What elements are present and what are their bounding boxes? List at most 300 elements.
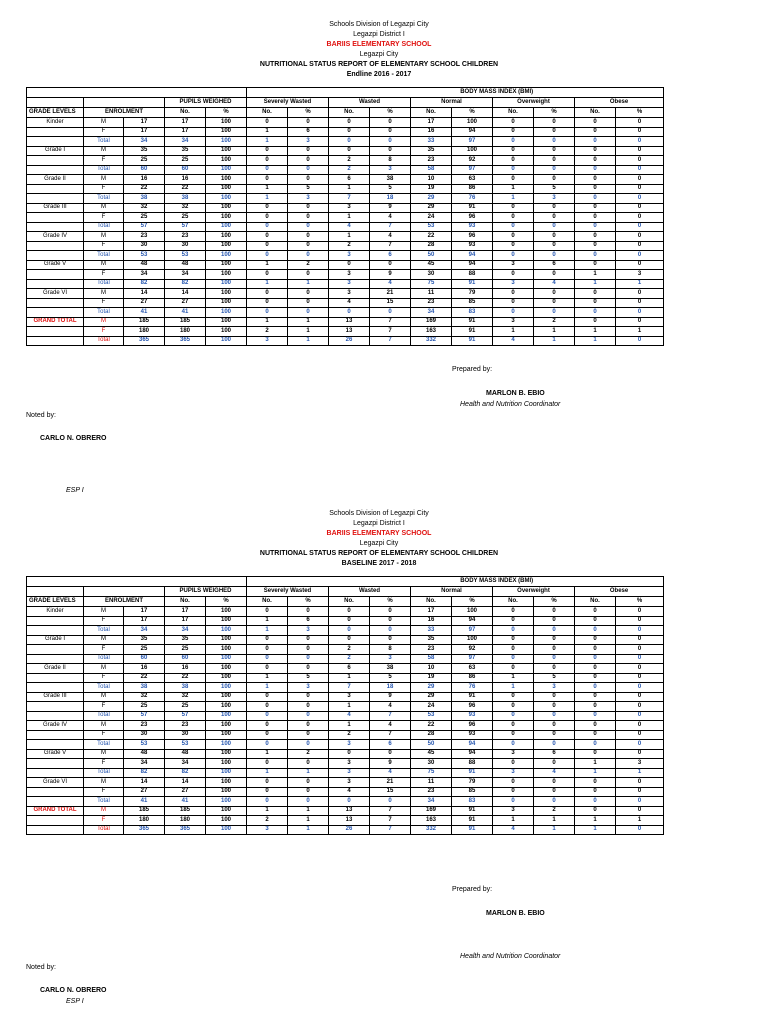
value-cell: 0 <box>575 797 616 807</box>
value-cell: 0 <box>534 270 575 280</box>
value-cell: 1 <box>247 194 288 204</box>
table-row <box>27 607 664 617</box>
value-cell: 0 <box>575 203 616 213</box>
preparer-role: Health and Nutrition Coordinator <box>460 401 561 408</box>
value-cell: 63 <box>452 175 493 185</box>
value-cell: 3 <box>370 654 411 664</box>
sex-cell: F <box>84 298 124 308</box>
value-cell: 0 <box>288 146 329 156</box>
value-cell: 0 <box>247 213 288 223</box>
value-cell: 100 <box>206 213 247 223</box>
value-cell: 180 <box>124 816 165 826</box>
preparer-name: MARLON B. EBIO <box>486 910 545 917</box>
value-cell: 97 <box>452 165 493 175</box>
value-cell: 27 <box>124 787 165 797</box>
value-cell: 0 <box>493 626 534 636</box>
sex-cell: F <box>84 616 124 626</box>
value-cell: 94 <box>452 749 493 759</box>
value-cell: 0 <box>575 232 616 242</box>
blank-cell <box>27 241 84 251</box>
noter-name: CARLO N. OBRERO <box>40 435 107 442</box>
sex-cell: M <box>84 289 124 299</box>
blank-cell <box>27 156 84 166</box>
blank-cell <box>27 88 247 98</box>
sex-cell: Total <box>84 279 124 289</box>
value-cell: 0 <box>616 289 664 299</box>
value-cell: 3 <box>329 759 370 769</box>
value-cell: 3 <box>329 778 370 788</box>
value-cell: 53 <box>124 740 165 750</box>
grade-level-cell: Grade VI <box>27 778 84 788</box>
sex-cell: M <box>84 317 124 327</box>
value-cell: 30 <box>124 730 165 740</box>
value-cell: 0 <box>575 740 616 750</box>
value-cell: 93 <box>452 241 493 251</box>
value-cell: 53 <box>165 251 206 261</box>
table-row <box>27 749 664 759</box>
sex-cell: Total <box>84 165 124 175</box>
value-cell: 0 <box>575 251 616 261</box>
value-cell: 0 <box>370 146 411 156</box>
value-cell: 3 <box>288 626 329 636</box>
grade-level-cell: Grade II <box>27 664 84 674</box>
table-row <box>27 816 664 826</box>
value-cell: 100 <box>206 711 247 721</box>
value-cell: 0 <box>247 165 288 175</box>
blank-cell <box>27 194 84 204</box>
sex-cell: F <box>84 327 124 337</box>
table-row <box>27 317 664 327</box>
sex-cell: F <box>84 645 124 655</box>
value-cell: 0 <box>247 711 288 721</box>
value-cell: 76 <box>452 194 493 204</box>
value-cell: 0 <box>288 241 329 251</box>
value-cell: 60 <box>124 165 165 175</box>
pct-header: % <box>206 597 247 607</box>
value-cell: 163 <box>411 816 452 826</box>
value-cell: 0 <box>493 222 534 232</box>
value-cell: 4 <box>370 768 411 778</box>
value-cell: 0 <box>329 260 370 270</box>
value-cell: 2 <box>288 260 329 270</box>
value-cell: 0 <box>616 137 664 147</box>
value-cell: 6 <box>288 616 329 626</box>
division-name: Schools Division of Legazpi City <box>329 510 429 517</box>
value-cell: 16 <box>165 664 206 674</box>
value-cell: 0 <box>493 787 534 797</box>
overweight-header: Overweight <box>493 98 575 108</box>
value-cell: 4 <box>370 213 411 223</box>
value-cell: 0 <box>575 222 616 232</box>
value-cell: 100 <box>206 279 247 289</box>
value-cell: 1 <box>288 768 329 778</box>
value-cell: 91 <box>452 317 493 327</box>
value-cell: 100 <box>206 749 247 759</box>
blank-cell <box>27 740 84 750</box>
blank-cell <box>27 616 84 626</box>
value-cell: 94 <box>452 740 493 750</box>
value-cell: 100 <box>206 787 247 797</box>
value-cell: 1 <box>493 327 534 337</box>
value-cell: 0 <box>288 607 329 617</box>
blank-cell <box>27 683 84 693</box>
value-cell: 0 <box>329 146 370 156</box>
grade-level-cell: Grade V <box>27 260 84 270</box>
blank-cell <box>27 184 84 194</box>
value-cell: 100 <box>206 260 247 270</box>
value-cell: 1 <box>247 279 288 289</box>
value-cell: 0 <box>534 175 575 185</box>
value-cell: 0 <box>247 232 288 242</box>
value-cell: 6 <box>288 127 329 137</box>
table-row <box>27 289 664 299</box>
value-cell: 97 <box>452 137 493 147</box>
value-cell: 0 <box>616 336 664 346</box>
value-cell: 0 <box>288 645 329 655</box>
value-cell: 6 <box>534 260 575 270</box>
value-cell: 0 <box>493 616 534 626</box>
value-cell: 7 <box>370 222 411 232</box>
normal-header: Normal <box>411 98 493 108</box>
pct-header: % <box>534 597 575 607</box>
value-cell: 1 <box>616 279 664 289</box>
value-cell: 185 <box>124 806 165 816</box>
value-cell: 1 <box>247 184 288 194</box>
value-cell: 79 <box>452 289 493 299</box>
value-cell: 0 <box>534 692 575 702</box>
value-cell: 22 <box>411 721 452 731</box>
value-cell: 0 <box>534 759 575 769</box>
value-cell: 100 <box>206 759 247 769</box>
value-cell: 0 <box>616 778 664 788</box>
value-cell: 0 <box>534 213 575 223</box>
school-name: BARIIS ELEMENTARY SCHOOL <box>326 530 432 537</box>
value-cell: 22 <box>124 184 165 194</box>
value-cell: 34 <box>124 270 165 280</box>
table-row <box>27 721 664 731</box>
value-cell: 45 <box>411 749 452 759</box>
blank-cell <box>27 759 84 769</box>
value-cell: 34 <box>411 797 452 807</box>
value-cell: 0 <box>616 165 664 175</box>
value-cell: 1 <box>247 626 288 636</box>
value-cell: 88 <box>452 270 493 280</box>
value-cell: 0 <box>534 711 575 721</box>
value-cell: 23 <box>411 645 452 655</box>
value-cell: 93 <box>452 711 493 721</box>
value-cell: 100 <box>206 645 247 655</box>
value-cell: 0 <box>329 749 370 759</box>
value-cell: 0 <box>534 146 575 156</box>
value-cell: 4 <box>493 825 534 835</box>
value-cell: 100 <box>206 184 247 194</box>
table-row <box>27 778 664 788</box>
sex-cell: Total <box>84 194 124 204</box>
value-cell: 0 <box>329 797 370 807</box>
table-row <box>27 626 664 636</box>
value-cell: 13 <box>329 317 370 327</box>
grade-level-cell: GRAND TOTAL <box>27 806 84 816</box>
grade-level-cell: Grade VI <box>27 289 84 299</box>
value-cell: 1 <box>288 279 329 289</box>
value-cell: 1 <box>247 137 288 147</box>
value-cell: 17 <box>411 607 452 617</box>
value-cell: 35 <box>411 146 452 156</box>
value-cell: 3 <box>534 683 575 693</box>
value-cell: 1 <box>329 213 370 223</box>
value-cell: 15 <box>370 298 411 308</box>
wasted-header: Wasted <box>329 98 411 108</box>
value-cell: 0 <box>493 127 534 137</box>
value-cell: 3 <box>288 683 329 693</box>
value-cell: 0 <box>616 626 664 636</box>
value-cell: 2 <box>534 806 575 816</box>
value-cell: 0 <box>493 635 534 645</box>
value-cell: 100 <box>206 816 247 826</box>
value-cell: 1 <box>288 336 329 346</box>
value-cell: 3 <box>493 768 534 778</box>
sex-cell: M <box>84 203 124 213</box>
value-cell: 0 <box>616 616 664 626</box>
table-row <box>27 664 664 674</box>
value-cell: 1 <box>534 327 575 337</box>
value-cell: 100 <box>206 194 247 204</box>
value-cell: 0 <box>493 797 534 807</box>
value-cell: 23 <box>165 232 206 242</box>
blank-cell <box>27 654 84 664</box>
table-row <box>27 692 664 702</box>
noter-name: CARLO N. OBRERO <box>40 987 107 994</box>
value-cell: 100 <box>206 692 247 702</box>
value-cell: 38 <box>370 175 411 185</box>
value-cell: 94 <box>452 260 493 270</box>
blank-cell <box>27 702 84 712</box>
value-cell: 0 <box>288 721 329 731</box>
value-cell: 3 <box>493 279 534 289</box>
value-cell: 0 <box>534 787 575 797</box>
grade-level-cell: Kinder <box>27 607 84 617</box>
value-cell: 14 <box>165 778 206 788</box>
table-row <box>27 203 664 213</box>
pupils-weighed-header: PUPILS WEIGHED <box>165 587 247 597</box>
value-cell: 1 <box>247 749 288 759</box>
enrolment-header: ENROLMENT <box>84 108 165 118</box>
value-cell: 0 <box>247 251 288 261</box>
table-row <box>27 825 664 835</box>
value-cell: 92 <box>452 645 493 655</box>
noter-role: ESP I <box>66 998 84 1005</box>
value-cell: 0 <box>247 664 288 674</box>
blank-cell <box>27 577 247 587</box>
value-cell: 34 <box>124 626 165 636</box>
value-cell: 0 <box>575 213 616 223</box>
value-cell: 7 <box>370 317 411 327</box>
value-cell: 365 <box>165 825 206 835</box>
table-row <box>27 645 664 655</box>
value-cell: 96 <box>452 213 493 223</box>
value-cell: 16 <box>165 175 206 185</box>
blank-cell <box>27 711 84 721</box>
value-cell: 1 <box>247 806 288 816</box>
table-row <box>27 251 664 261</box>
value-cell: 1 <box>616 768 664 778</box>
value-cell: 29 <box>411 683 452 693</box>
value-cell: 0 <box>616 184 664 194</box>
value-cell: 0 <box>247 654 288 664</box>
blank-cell <box>27 298 84 308</box>
city-name: Legazpi City <box>359 540 399 547</box>
value-cell: 4 <box>329 711 370 721</box>
value-cell: 22 <box>165 184 206 194</box>
value-cell: 100 <box>206 768 247 778</box>
value-cell: 0 <box>575 702 616 712</box>
value-cell: 3 <box>329 289 370 299</box>
value-cell: 41 <box>124 797 165 807</box>
value-cell: 100 <box>452 635 493 645</box>
value-cell: 91 <box>452 768 493 778</box>
value-cell: 86 <box>452 673 493 683</box>
value-cell: 88 <box>452 759 493 769</box>
value-cell: 3 <box>329 768 370 778</box>
value-cell: 0 <box>534 127 575 137</box>
value-cell: 0 <box>493 137 534 147</box>
value-cell: 180 <box>165 327 206 337</box>
sex-cell: Total <box>84 654 124 664</box>
value-cell: 332 <box>411 336 452 346</box>
value-cell: 5 <box>534 184 575 194</box>
value-cell: 1 <box>575 816 616 826</box>
value-cell: 0 <box>247 241 288 251</box>
value-cell: 0 <box>247 146 288 156</box>
value-cell: 3 <box>493 317 534 327</box>
value-cell: 100 <box>206 778 247 788</box>
blank-cell <box>27 626 84 636</box>
value-cell: 100 <box>206 127 247 137</box>
value-cell: 91 <box>452 327 493 337</box>
value-cell: 60 <box>165 165 206 175</box>
value-cell: 1 <box>575 759 616 769</box>
table-row <box>27 184 664 194</box>
value-cell: 185 <box>124 317 165 327</box>
value-cell: 0 <box>534 721 575 731</box>
enrolment-header: ENROLMENT <box>84 597 165 607</box>
sex-cell: M <box>84 146 124 156</box>
value-cell: 34 <box>165 270 206 280</box>
value-cell: 0 <box>534 702 575 712</box>
sex-cell: F <box>84 156 124 166</box>
nutrition-table <box>26 576 664 835</box>
blank-cell <box>84 98 165 108</box>
value-cell: 34 <box>124 137 165 147</box>
grade-level-cell: Kinder <box>27 118 84 128</box>
value-cell: 33 <box>411 137 452 147</box>
sex-cell: F <box>84 730 124 740</box>
value-cell: 3 <box>329 740 370 750</box>
value-cell: 35 <box>165 635 206 645</box>
value-cell: 16 <box>411 127 452 137</box>
value-cell: 0 <box>370 749 411 759</box>
value-cell: 0 <box>288 308 329 318</box>
value-cell: 0 <box>288 251 329 261</box>
value-cell: 100 <box>206 175 247 185</box>
value-cell: 4 <box>329 222 370 232</box>
blank-cell <box>27 270 84 280</box>
value-cell: 0 <box>247 175 288 185</box>
table-row <box>27 260 664 270</box>
value-cell: 0 <box>534 308 575 318</box>
value-cell: 33 <box>411 626 452 636</box>
value-cell: 0 <box>616 673 664 683</box>
value-cell: 50 <box>411 740 452 750</box>
value-cell: 0 <box>534 645 575 655</box>
value-cell: 25 <box>165 156 206 166</box>
value-cell: 0 <box>247 270 288 280</box>
value-cell: 0 <box>616 298 664 308</box>
value-cell: 22 <box>124 673 165 683</box>
value-cell: 7 <box>329 194 370 204</box>
value-cell: 41 <box>124 308 165 318</box>
value-cell: 0 <box>534 232 575 242</box>
city-name: Legazpi City <box>359 51 399 58</box>
value-cell: 100 <box>206 251 247 261</box>
value-cell: 30 <box>165 241 206 251</box>
value-cell: 0 <box>534 797 575 807</box>
value-cell: 1 <box>247 768 288 778</box>
value-cell: 25 <box>124 645 165 655</box>
value-cell: 100 <box>206 146 247 156</box>
value-cell: 0 <box>616 635 664 645</box>
value-cell: 3 <box>370 165 411 175</box>
value-cell: 100 <box>206 298 247 308</box>
value-cell: 0 <box>534 251 575 261</box>
preparer-name: MARLON B. EBIO <box>486 390 545 397</box>
grade-level-cell: Grade III <box>27 692 84 702</box>
grade-level-cell: Grade III <box>27 203 84 213</box>
table-row <box>27 127 664 137</box>
value-cell: 0 <box>370 137 411 147</box>
value-cell: 3 <box>616 759 664 769</box>
value-cell: 9 <box>370 692 411 702</box>
value-cell: 34 <box>411 308 452 318</box>
value-cell: 83 <box>452 308 493 318</box>
value-cell: 100 <box>206 308 247 318</box>
value-cell: 0 <box>288 165 329 175</box>
sex-cell: Total <box>84 308 124 318</box>
normal-header: Normal <box>411 587 493 597</box>
grade-level-cell: Grade IV <box>27 721 84 731</box>
value-cell: 0 <box>575 260 616 270</box>
value-cell: 45 <box>411 260 452 270</box>
value-cell: 0 <box>575 692 616 702</box>
value-cell: 30 <box>165 730 206 740</box>
value-cell: 100 <box>206 289 247 299</box>
table-row <box>27 156 664 166</box>
value-cell: 6 <box>534 749 575 759</box>
report-title: NUTRITIONAL STATUS REPORT OF ELEMENTARY SCHOOL CHILDREN <box>259 550 499 557</box>
value-cell: 0 <box>575 308 616 318</box>
value-cell: 0 <box>329 137 370 147</box>
value-cell: 14 <box>124 289 165 299</box>
value-cell: 0 <box>616 664 664 674</box>
value-cell: 0 <box>288 654 329 664</box>
value-cell: 1 <box>247 317 288 327</box>
value-cell: 35 <box>124 146 165 156</box>
value-cell: 0 <box>616 203 664 213</box>
value-cell: 0 <box>493 740 534 750</box>
value-cell: 53 <box>411 711 452 721</box>
value-cell: 0 <box>575 730 616 740</box>
value-cell: 0 <box>616 645 664 655</box>
